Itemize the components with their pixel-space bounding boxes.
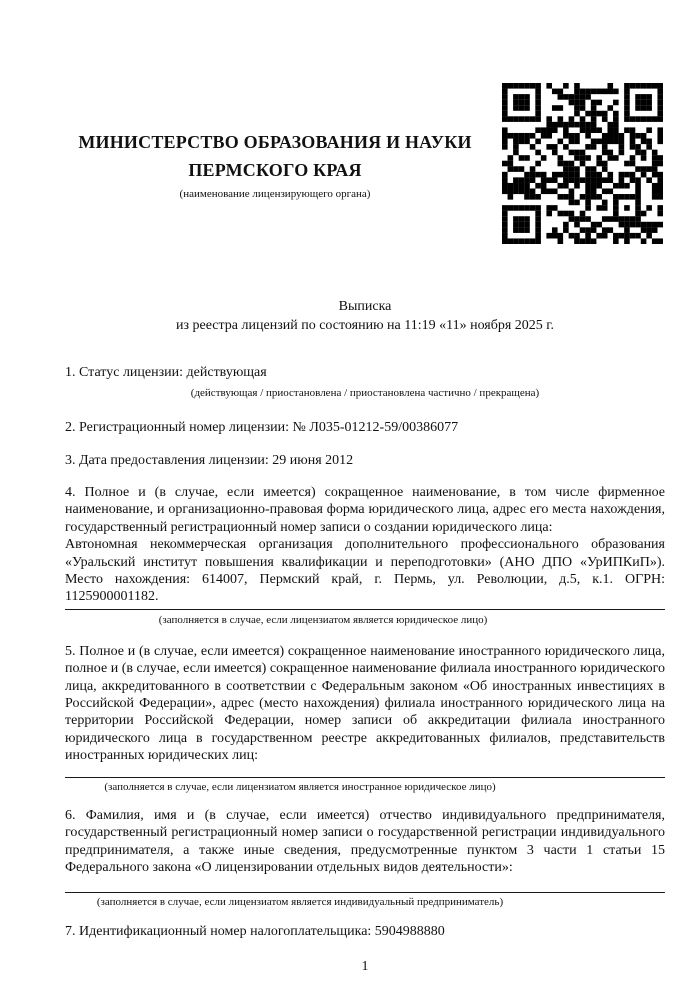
licensing-authority-caption: (наименование лицензирующего органа) [179,188,371,200]
item-5-fill-caption: (заполняется в случае, если лицензиатом является иностранное юридическое лицо) [104,780,496,793]
ministry-name-line1: МИНИСТЕРСТВО ОБРАЗОВАНИЯ И НАУКИ [78,132,472,152]
document-subtitle: из реестра лицензий по состоянию на 11:19 «11» ноября 2025 г. [176,318,554,333]
page-number: 1 [361,959,369,975]
item-7-taxpayer-number: 7. Идентификационный номер налогоплательщика: 5904988880 [65,924,445,940]
item-3-license-grant-date: 3. Дата предоставления лицензии: 29 июня 2012 [65,453,354,468]
item-5-fill-line [65,777,665,778]
document-body [65,297,665,975]
ministry-name-line2: ПЕРМСКОГО КРАЯ [188,160,362,180]
item-4-fill-caption: (заполняется в случае, если лицензиатом является юридическое лицо) [158,613,488,626]
licensing-authority-header [65,128,485,201]
qr-code [502,83,663,244]
document-title-block [65,297,665,335]
item-1-status-options-caption: (действующая / приостановлена / приостановлена частично / прекращена) [190,387,540,399]
item-6-individual-entrepreneur-label: 6. Фамилия, имя и (в случае, если имеется) отчество индивидуального предпринимателя, государственный регистрационный номер записи о государственной регистрации индивидуального предпринимателя, а также иные сведения, предусмотренные пунктом 3 части 1 статьи 15 Федерального закона «О лицензировании отдельных видов деятельности»: [65,807,665,875]
item-4-legal-entity-label: 4. Полное и (в случае, если имеется) сокращенное наименование, в том числе фирменное наименование, и организационно-правовая форма юридического лица, адрес его места нахождения, государственный регистрационный номер записи о создании юридического лица: [65,485,665,535]
item-2-registration-number: 2. Регистрационный номер лицензии: № Л035-01212-59/00386077 [65,420,459,435]
item-5-foreign-entity-label: 5. Полное и (в случае, если имеется) сокращенное наименование иностранного юридического лица, полное и (в случае, если имеется) сокращенное наименование филиала иностранного юридического лица, аккредитованного в соответствии с Федеральным законом «Об иностранных инвестициях в Российской Федерации», адрес (место нахождения) филиала иностранного юридического лица на территории Российской Федерации, номер записи об аккредитации филиала иностранного юридического лица в государственном реестре аккредитованных филиалов, представительств иностранных юридических лиц: [65,643,665,764]
item-6-fill-line [65,892,665,893]
document-title: Выписка [338,299,392,314]
item-1-license-status: 1. Статус лицензии: действующая [65,365,267,380]
item-4-legal-entity-value: Автономная некоммерческая организация дополнительного профессионального образования «Уральский институт повышения квалификации и переподготовки» (АНО ДПО «УрИПКиП»). Место нахождения: 614007, Пермский край, г. Пермь, ул. Революции, д.5, к.1. ОГРН: 1125900001182. [65,536,665,610]
item-6-fill-caption: (заполняется в случае, если лицензиатом является индивидуальный предприниматель) [96,896,504,909]
